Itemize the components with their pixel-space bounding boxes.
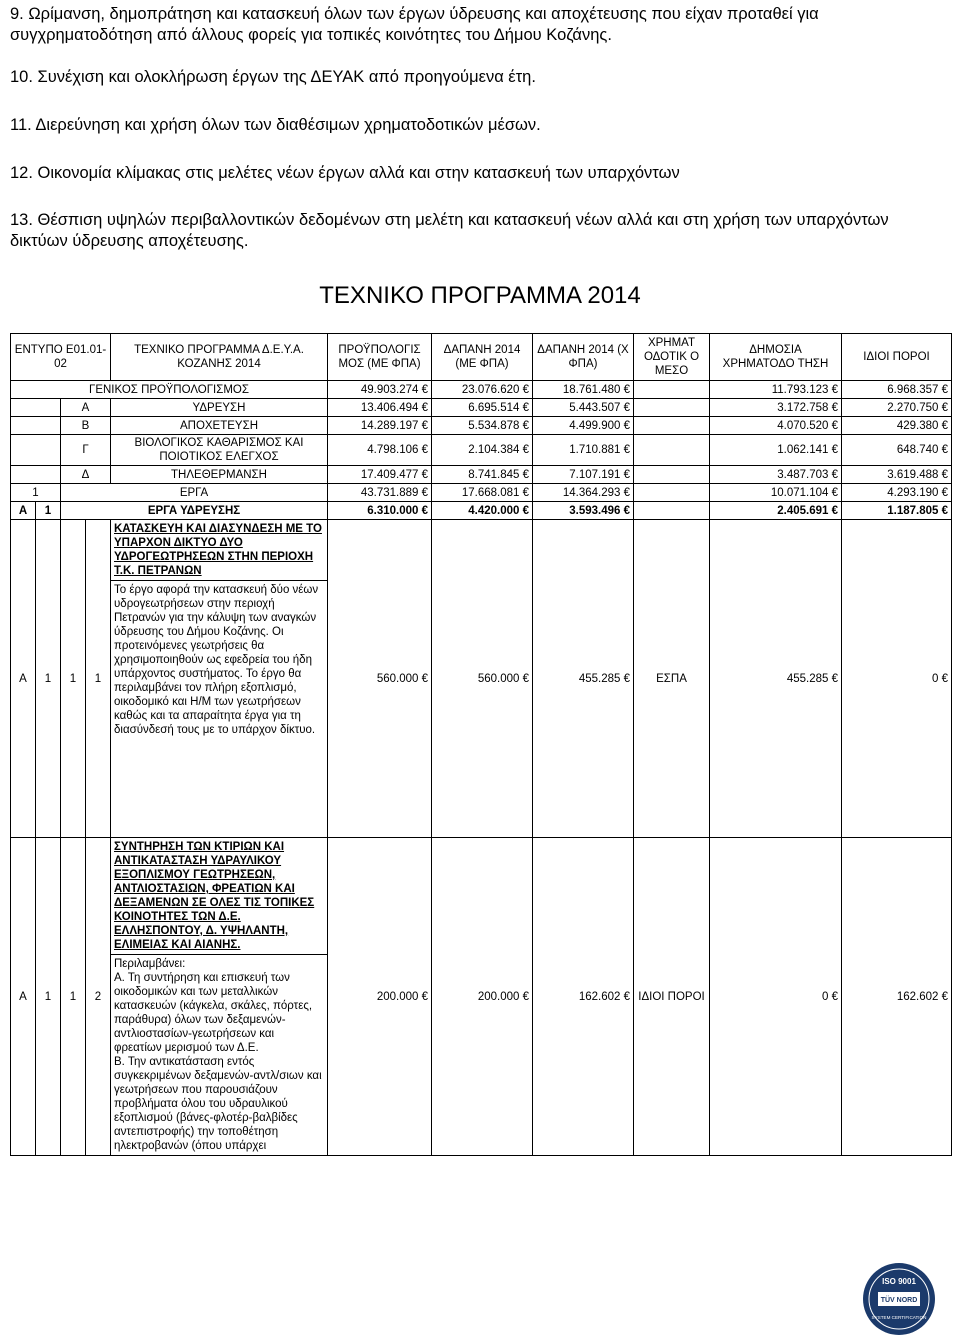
row-code: Γ [61,435,111,466]
row-spend-vat: 2.104.384 € [432,435,533,466]
seal-top-text: ISO 9001 [882,1277,916,1286]
row-budget: 43.731.889 € [328,484,432,502]
table-row-group [11,502,952,520]
table-header-row [11,334,952,381]
project-description: Περιλαμβάνει: [114,958,186,970]
row-code: Α [61,399,111,417]
row-own: 429.380 € [842,417,952,435]
row-code: Α [11,502,36,520]
intro-item-10: 10. Συνέχιση και ολοκλήρωση έργων της ΔΕΥΑΚ από προηγούμενα έτη. [10,68,536,86]
row-label: ΕΡΓΑ ΥΔΡΕΥΣΗΣ [61,502,328,520]
row-public: 1.062.141 € [710,435,842,466]
header-spend-novat: ΔΑΠΑΝΗ 2014 (Χ ΦΠΑ) [533,334,634,381]
row-spend-vat: 6.695.514 € [432,399,533,417]
table-row-project [11,838,952,1156]
header-funding: ΧΡΗΜΑΤ ΟΔΟΤΙΚ Ο ΜΕΣΟ [634,334,710,381]
project-budget: 200.000 € [328,838,432,1156]
row-label: ΑΠΟΧΕΤΕΥΣΗ [111,417,328,435]
row-public: 2.405.691 € [710,502,842,520]
row-funding [634,381,710,399]
page-title: ΤΕΧΝΙΚΟ ΠΡΟΓΡΑΜΜΑ 2014 [319,282,641,309]
row-spend-vat: 4.420.000 € [432,502,533,520]
row-spend-novat: 1.710.881 € [533,435,634,466]
row-budget: 4.798.106 € [328,435,432,466]
row-own: 648.740 € [842,435,952,466]
intro-item-13: 13. Θέσπιση υψηλών περιβαλλοντικών δεδομένων στη μελέτη και κατασκευή νέων αλλά και στη χρήση των υπαρχόντων δικτύων ύδρευσης αποχέτευσης. [10,211,889,250]
row-funding [634,435,710,466]
row-spend-novat: 5.443.507 € [533,399,634,417]
seal-middle-text: TÜV NORD [880,1297,918,1304]
row-funding [634,399,710,417]
project-description-a: Α. Τη συντήρηση και επισκευή των οικοδομικών και των μεταλλικών κατασκευών (κάγκελα, σκάλες, πόρτες, παράθυρα) όλων των δεξαμενών-αντλιοστασίων-γεωτρήσεων και φρεατίων μερισμού των Δ.Ε. [114,972,313,1054]
row-code: Δ [61,466,111,484]
project-spend-vat: 560.000 € [432,520,533,838]
intro-item-9: 9. Ωρίμανση, δημοπράτηση και κατασκευή όλων των έργων ύδρευσης και αποχέτευσης που είχαν προταθεί για συγχρηματοδότηση από άλλους φορείς για τοπικές κοινότητες του Δήμου Κοζάνης. [10,5,819,44]
row-budget: 14.289.197 € [328,417,432,435]
row-label: ΓΕΝΙΚΟΣ ΠΡΟΫΠΟΛΟΓΙΣΜΟΣ [11,381,328,399]
row-funding [634,502,710,520]
table-row [11,381,952,399]
header-public: ΔΗΜΟΣΙΑ ΧΡΗΜΑΤΟΔΟ ΤΗΣΗ [710,334,842,381]
row-funding [634,484,710,502]
row-public: 4.070.520 € [710,417,842,435]
project-code-2: 1 [36,838,61,1156]
project-code-4: 2 [86,838,111,1156]
table-row [11,417,952,435]
row-spend-vat: 23.076.620 € [432,381,533,399]
project-code-3: 1 [61,838,86,1156]
row-spend-vat: 5.534.878 € [432,417,533,435]
row-own: 3.619.488 € [842,466,952,484]
intro-item-11: 11. Διερεύνηση και χρήση όλων των διαθέσιμων χρηματοδοτικών μέσων. [10,116,541,134]
row-label: ΤΗΛΕΘΕΡΜΑΝΣΗ [111,466,328,484]
table-row-project [11,520,952,838]
row-spend-vat: 8.741.845 € [432,466,533,484]
row-own: 4.293.190 € [842,484,952,502]
project-description-cell [111,838,328,1156]
row-public: 3.172.758 € [710,399,842,417]
row-label: ΒΙΟΛΟΓΙΚΟΣ ΚΑΘΑΡΙΣΜΟΣ ΚΑΙ ΠΟΙΟΤΙΚΟΣ ΕΛΕΓΧΟΣ [111,435,328,466]
project-description-b: Β. Την αντικατάσταση εντός συγκεκριμένων δεξαμενών-αντλ/σιων και γεωτρήσεων που παρουσιάζουν προβλήματα όλου του υδραυλικού εξοπλισμού (βάνες-φλοτέρ-βαλβίδες αντεπιστροφής) την τοποθέτηση ηλεκτροβανών (όπου υπάρχει [114,1056,322,1152]
row-public: 10.071.104 € [710,484,842,502]
project-title: ΣΥΝΤΗΡΗΣΗ ΤΩΝ ΚΤΙΡΙΩΝ ΚΑΙ ΑΝΤΙΚΑΤΑΣΤΑΣΗ ΥΔΡΑΥΛΙΚΟΥ ΕΞΟΠΛΙΣΜΟΥ ΓΕΩΤΡΗΣΕΩΝ, ΑΝΤΛΙΟΣΤΑΣΙΩΝ, ΦΡΕΑΤΙΩΝ ΚΑΙ ΔΕΞΑΜΕΝΩΝ ΣΕ ΟΛΕΣ ΤΙΣ ΤΟΠΙΚΕΣ ΚΟΙΝΟΤΗΤΕΣ ΤΩΝ Δ.Ε. ΕΛΛΗΣΠΟΝΤΟΥ, Δ. ΥΨΗΛΑΝΤΗ, ΕΛΙΜΕΙΑΣ ΚΑΙ ΑΙΑΝΗΣ. [111,838,327,955]
project-code-4: 1 [86,520,111,838]
header-program: ΤΕΧΝΙΚΟ ΠΡΟΓΡΑΜΜΑ Δ.Ε.Υ.Α. ΚΟΖΑΝΗΣ 2014 [111,334,328,381]
intro-item-12: 12. Οικονομία κλίμακας στις μελέτες νέων έργων αλλά και στην κατασκευή των υπαρχόντων [10,164,680,182]
project-spend-vat: 200.000 € [432,838,533,1156]
row-public: 3.487.703 € [710,466,842,484]
project-funding: ΙΔΙΟΙ ΠΟΡΟΙ [634,838,710,1156]
row-subcode: 1 [36,502,61,520]
table-row [11,466,952,484]
project-public: 455.285 € [710,520,842,838]
header-form: ΕΝΤΥΠΟ Ε01.01-02 [11,334,111,381]
row-label: ΥΔΡΕΥΣΗ [111,399,328,417]
project-public: 0 € [710,838,842,1156]
project-budget: 560.000 € [328,520,432,838]
row-budget: 49.903.274 € [328,381,432,399]
project-code-2: 1 [36,520,61,838]
row-spend-vat: 17.668.081 € [432,484,533,502]
project-description: Το έργο αφορά την κατασκευή δύο νέων υδρογεωτρήσεων στην περιοχή Πετρανών για την κάλυψη των αναγκών ύδρευσης του Δήμου Κοζάνης. Οι προτεινόμενες γεωτρήσεις θα χρησιμοποιηθούν ως εφεδρεία του ήδη υπάρχοντος συστήματος. Το έργο θα περιλαμβάνει τον πλήρη εξοπλισμό, οικοδομικό και Η/Μ των γεωτρήσεων καθώς και τα απαραίτητα έργα για τη διασύνδεσή τους με το υπάρχον δίκτυο. [114,584,319,736]
row-budget: 17.409.477 € [328,466,432,484]
row-spend-novat: 3.593.496 € [533,502,634,520]
project-spend-novat: 162.602 € [533,838,634,1156]
row-spend-novat: 14.364.293 € [533,484,634,502]
table-row [11,399,952,417]
table-row [11,435,952,466]
project-own: 162.602 € [842,838,952,1156]
header-budget: ΠΡΟΫΠΟΛΟΓΙΣ ΜΟΣ (ΜΕ ΦΠΑ) [328,334,432,381]
project-code-3: 1 [61,520,86,838]
seal-bottom-text: SYSTEM CERTIFICATION [871,1315,927,1320]
project-code-1: Α [11,838,36,1156]
row-own: 6.968.357 € [842,381,952,399]
project-spend-novat: 455.285 € [533,520,634,838]
row-budget: 13.406.494 € [328,399,432,417]
project-code-1: Α [11,520,36,838]
row-spend-novat: 7.107.191 € [533,466,634,484]
row-code: 1 [11,484,61,502]
row-spend-novat: 18.761.480 € [533,381,634,399]
row-code: Β [61,417,111,435]
tuv-certification-seal [862,1262,936,1336]
row-budget: 6.310.000 € [328,502,432,520]
project-title: ΚΑΤΑΣΚΕΥΗ ΚΑΙ ΔΙΑΣΥΝΔΕΣΗ ΜΕ ΤΟ ΥΠΑΡΧΟΝ ΔΙΚΤΥΟ ΔΥΟ ΥΔΡΟΓΕΩΤΡΗΣΕΩΝ ΣΤΗΝ ΠΕΡΙΟΧΗ Τ.Κ. ΠΕΤΡΑΝΩΝ [111,520,327,581]
technical-program-table [10,333,952,1156]
row-funding [634,466,710,484]
header-spend-vat: ΔΑΠΑΝΗ 2014 (ΜΕ ΦΠΑ) [432,334,533,381]
project-description-cell [111,520,328,838]
table-row [11,484,952,502]
row-funding [634,417,710,435]
project-own: 0 € [842,520,952,838]
project-funding: ΕΣΠΑ [634,520,710,838]
row-own: 2.270.750 € [842,399,952,417]
row-label: ΕΡΓΑ [61,484,328,502]
row-own: 1.187.805 € [842,502,952,520]
row-public: 11.793.123 € [710,381,842,399]
header-own: ΙΔΙΟΙ ΠΟΡΟΙ [842,334,952,381]
row-spend-novat: 4.499.900 € [533,417,634,435]
